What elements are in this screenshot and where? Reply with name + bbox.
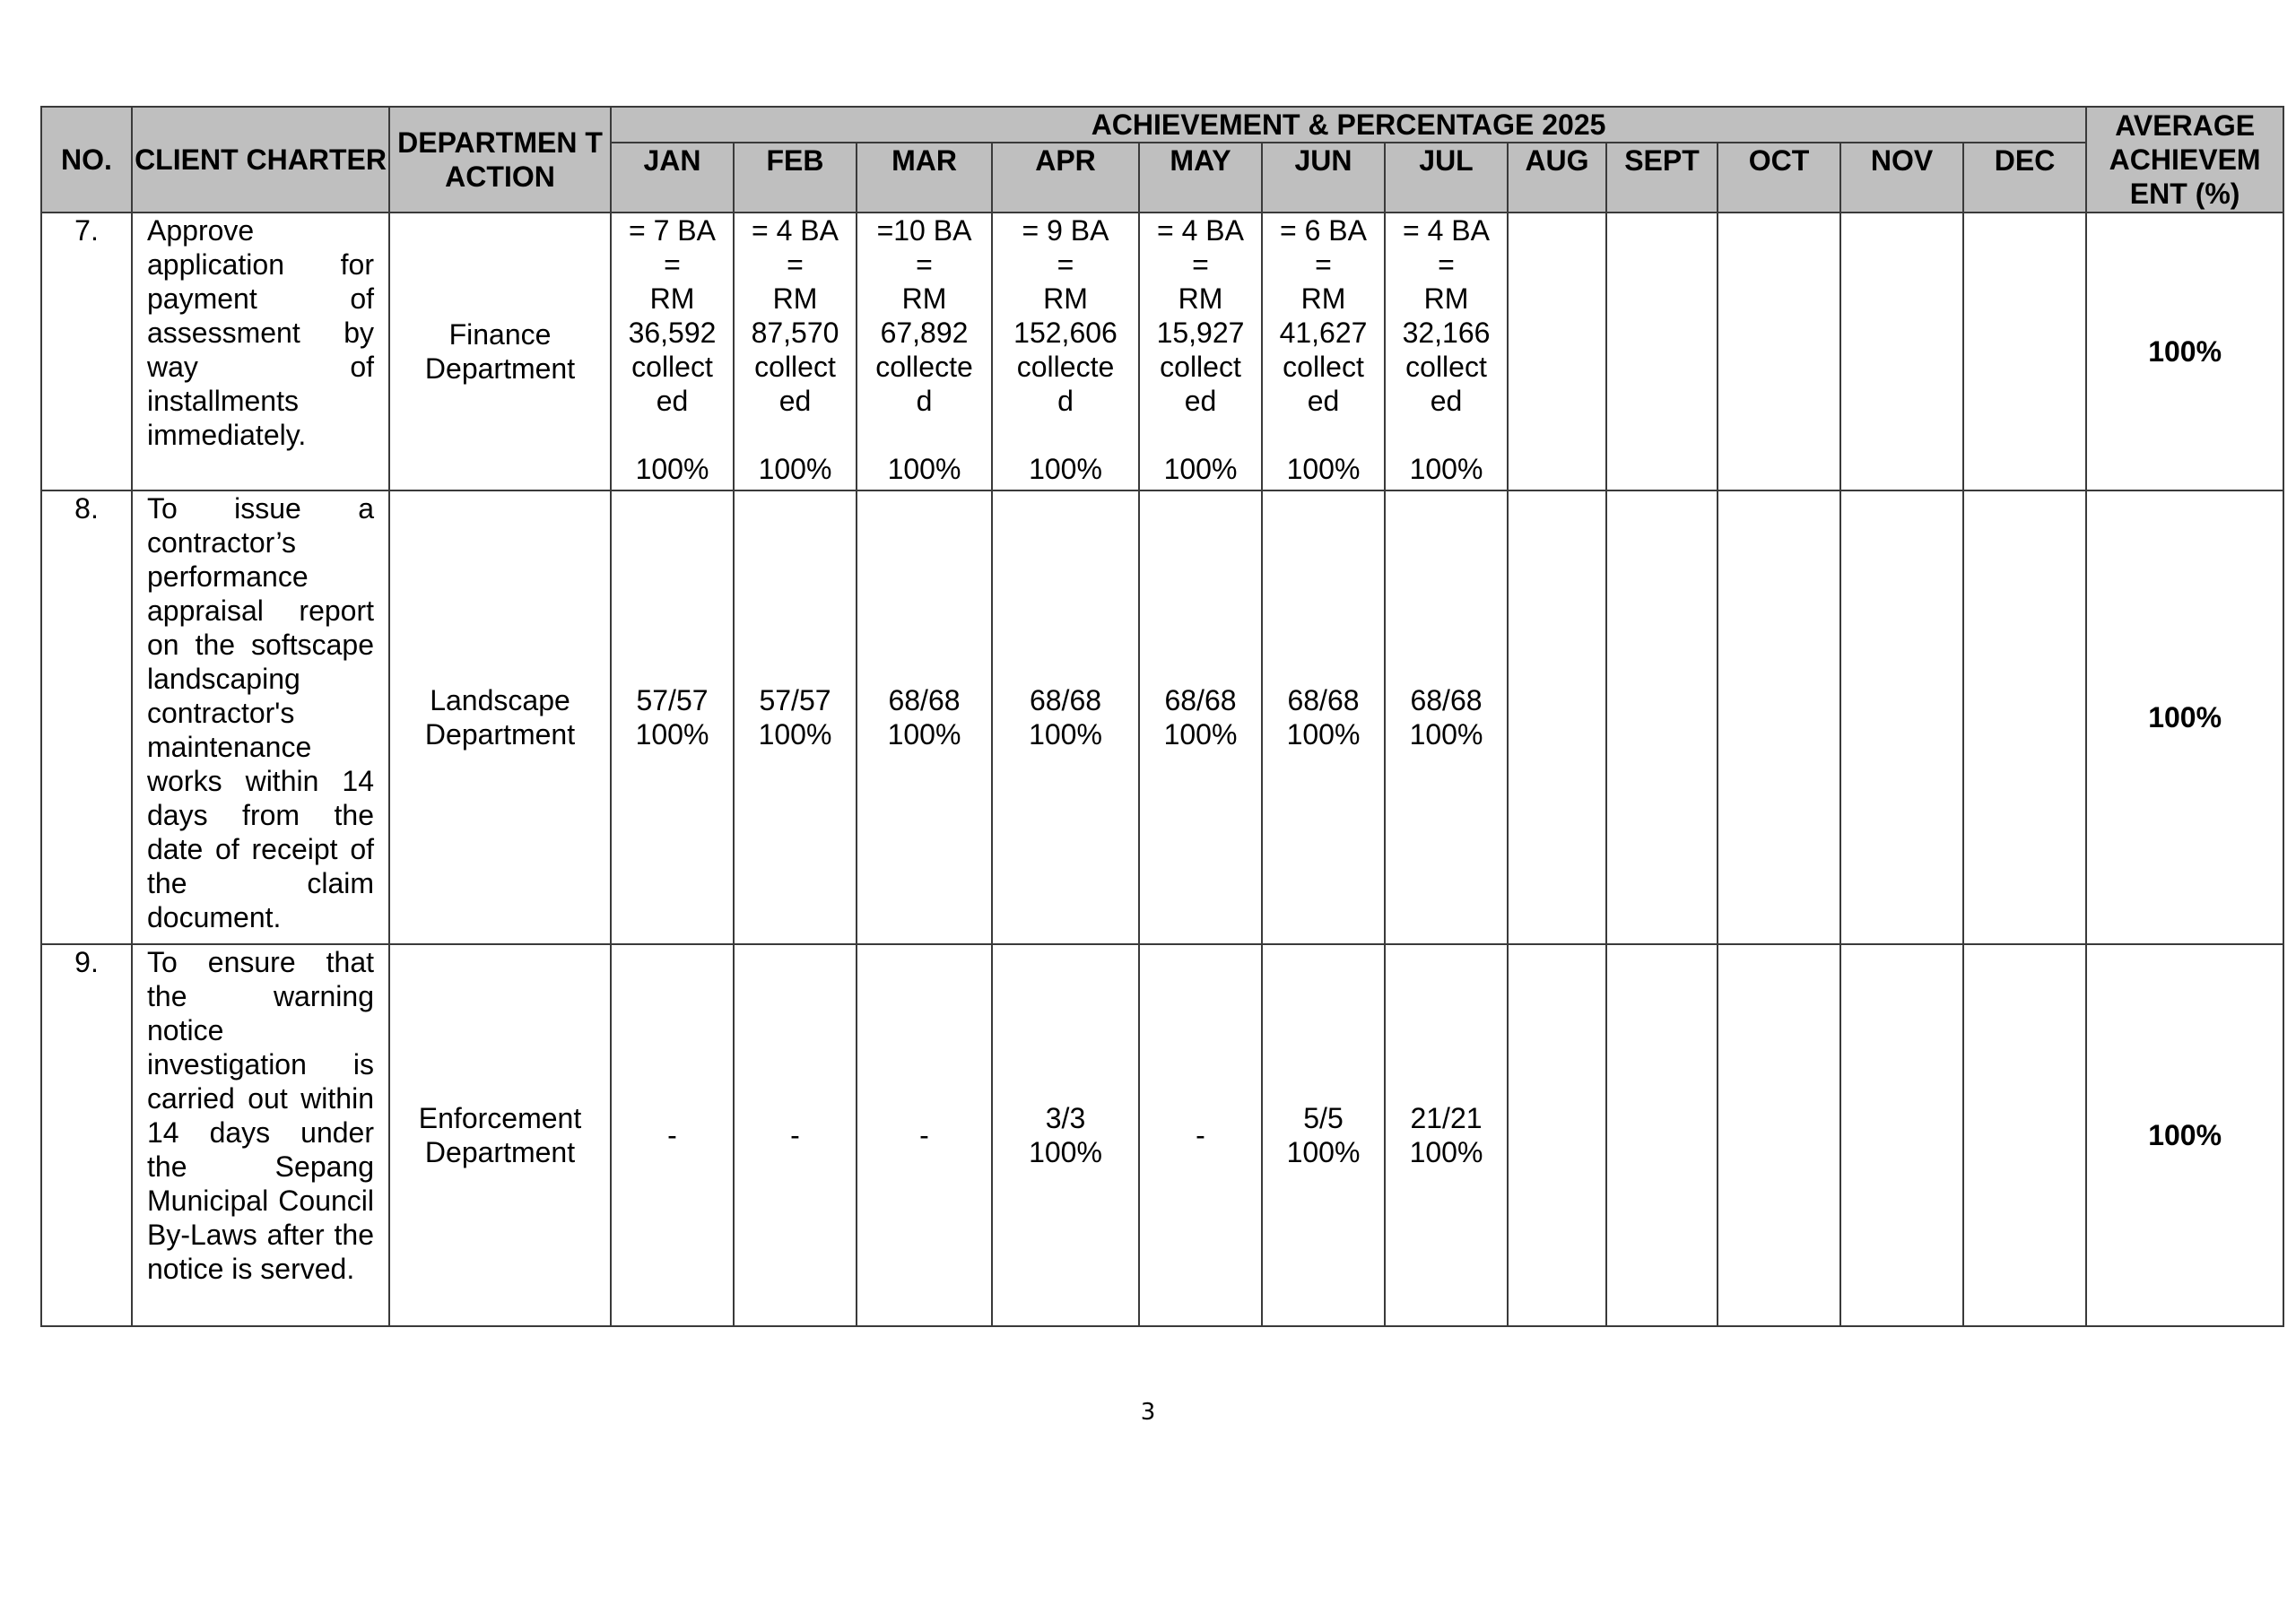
- average-achievement: 100%: [2086, 490, 2283, 944]
- month-cell-empty: [1606, 944, 1718, 1326]
- month-cell-empty: [1508, 490, 1606, 944]
- month-cell: =10 BA = RM 67,892 collecte d 100%: [857, 213, 992, 490]
- average-achievement: 100%: [2086, 213, 2283, 490]
- month-cell-empty: [1840, 944, 1963, 1326]
- row-number: 7.: [41, 213, 132, 490]
- month-cell: 57/57 100%: [734, 490, 857, 944]
- header-month-apr: APR: [992, 143, 1139, 213]
- page-number: 3: [1140, 1399, 1156, 1426]
- month-cell: -: [1139, 944, 1262, 1326]
- department-action: Landscape Department: [389, 490, 611, 944]
- department-action: Finance Department: [389, 213, 611, 490]
- month-cell: -: [611, 944, 734, 1326]
- month-cell-empty: [1508, 213, 1606, 490]
- month-cell-empty: [1606, 213, 1718, 490]
- month-cell-empty: [1508, 944, 1606, 1326]
- header-month-aug: AUG: [1508, 143, 1606, 213]
- client-charter-text: To issue a contractor’s performance appraisal report on the softscape landscaping contractor's maintenance works within 14 days from the date of receipt of the claim document.: [132, 490, 389, 944]
- month-cell: 68/68 100%: [992, 490, 1139, 944]
- month-cell: = 4 BA = RM 15,927 collect ed 100%: [1139, 213, 1262, 490]
- header-month-nov: NOV: [1840, 143, 1963, 213]
- client-charter-text: To ensure that the warning notice investigation is carried out within 14 days under the Sepang Municipal Council By-Laws after the notice is served.: [132, 944, 389, 1326]
- month-cell: = 4 BA = RM 32,166 collect ed 100%: [1385, 213, 1508, 490]
- row-number: 8.: [41, 490, 132, 944]
- header-month-feb: FEB: [734, 143, 857, 213]
- header-month-mar: MAR: [857, 143, 992, 213]
- header-no: NO.: [41, 107, 132, 213]
- month-cell-empty: [1840, 490, 1963, 944]
- header-month-jan: JAN: [611, 143, 734, 213]
- header-month-may: MAY: [1139, 143, 1262, 213]
- month-cell: = 4 BA = RM 87,570 collect ed 100%: [734, 213, 857, 490]
- header-month-oct: OCT: [1718, 143, 1840, 213]
- client-charter-table: [40, 106, 2284, 1327]
- month-cell-empty: [1718, 944, 1840, 1326]
- month-cell-empty: [1718, 490, 1840, 944]
- month-cell: = 7 BA = RM 36,592 collect ed 100%: [611, 213, 734, 490]
- header-month-sept: SEPT: [1606, 143, 1718, 213]
- row-number: 9.: [41, 944, 132, 1326]
- month-cell: -: [734, 944, 857, 1326]
- header-month-jul: JUL: [1385, 143, 1508, 213]
- header-client-charter: CLIENT CHARTER: [132, 107, 389, 213]
- header-month-dec: DEC: [1963, 143, 2086, 213]
- month-cell: 3/3 100%: [992, 944, 1139, 1326]
- header-average: AVERAGE ACHIEVEM ENT (%): [2086, 107, 2283, 213]
- table-row: [41, 213, 2283, 490]
- month-cell: = 9 BA = RM 152,606 collecte d 100%: [992, 213, 1139, 490]
- month-cell: 21/21 100%: [1385, 944, 1508, 1326]
- department-action: Enforcement Department: [389, 944, 611, 1326]
- month-cell-empty: [1840, 213, 1963, 490]
- table-row: [41, 490, 2283, 944]
- month-cell: 5/5 100%: [1262, 944, 1385, 1326]
- header-month-jun: JUN: [1262, 143, 1385, 213]
- client-charter-text: Approve application for payment of assessment by way of installments immediately.: [132, 213, 389, 490]
- month-cell-empty: [1606, 490, 1718, 944]
- month-cell-empty: [1963, 944, 2086, 1326]
- month-cell: 68/68 100%: [1139, 490, 1262, 944]
- month-cell-empty: [1963, 490, 2086, 944]
- month-cell-empty: [1963, 213, 2086, 490]
- month-cell: 68/68 100%: [1385, 490, 1508, 944]
- table-row: [41, 944, 2283, 1326]
- month-cell: -: [857, 944, 992, 1326]
- month-cell: 57/57 100%: [611, 490, 734, 944]
- month-cell: 68/68 100%: [1262, 490, 1385, 944]
- header-department-action: DEPARTMEN T ACTION: [389, 107, 611, 213]
- month-cell: = 6 BA = RM 41,627 collect ed 100%: [1262, 213, 1385, 490]
- header-achievement-group: ACHIEVEMENT & PERCENTAGE 2025: [611, 107, 2086, 143]
- month-cell: 68/68 100%: [857, 490, 992, 944]
- month-cell-empty: [1718, 213, 1840, 490]
- average-achievement: 100%: [2086, 944, 2283, 1326]
